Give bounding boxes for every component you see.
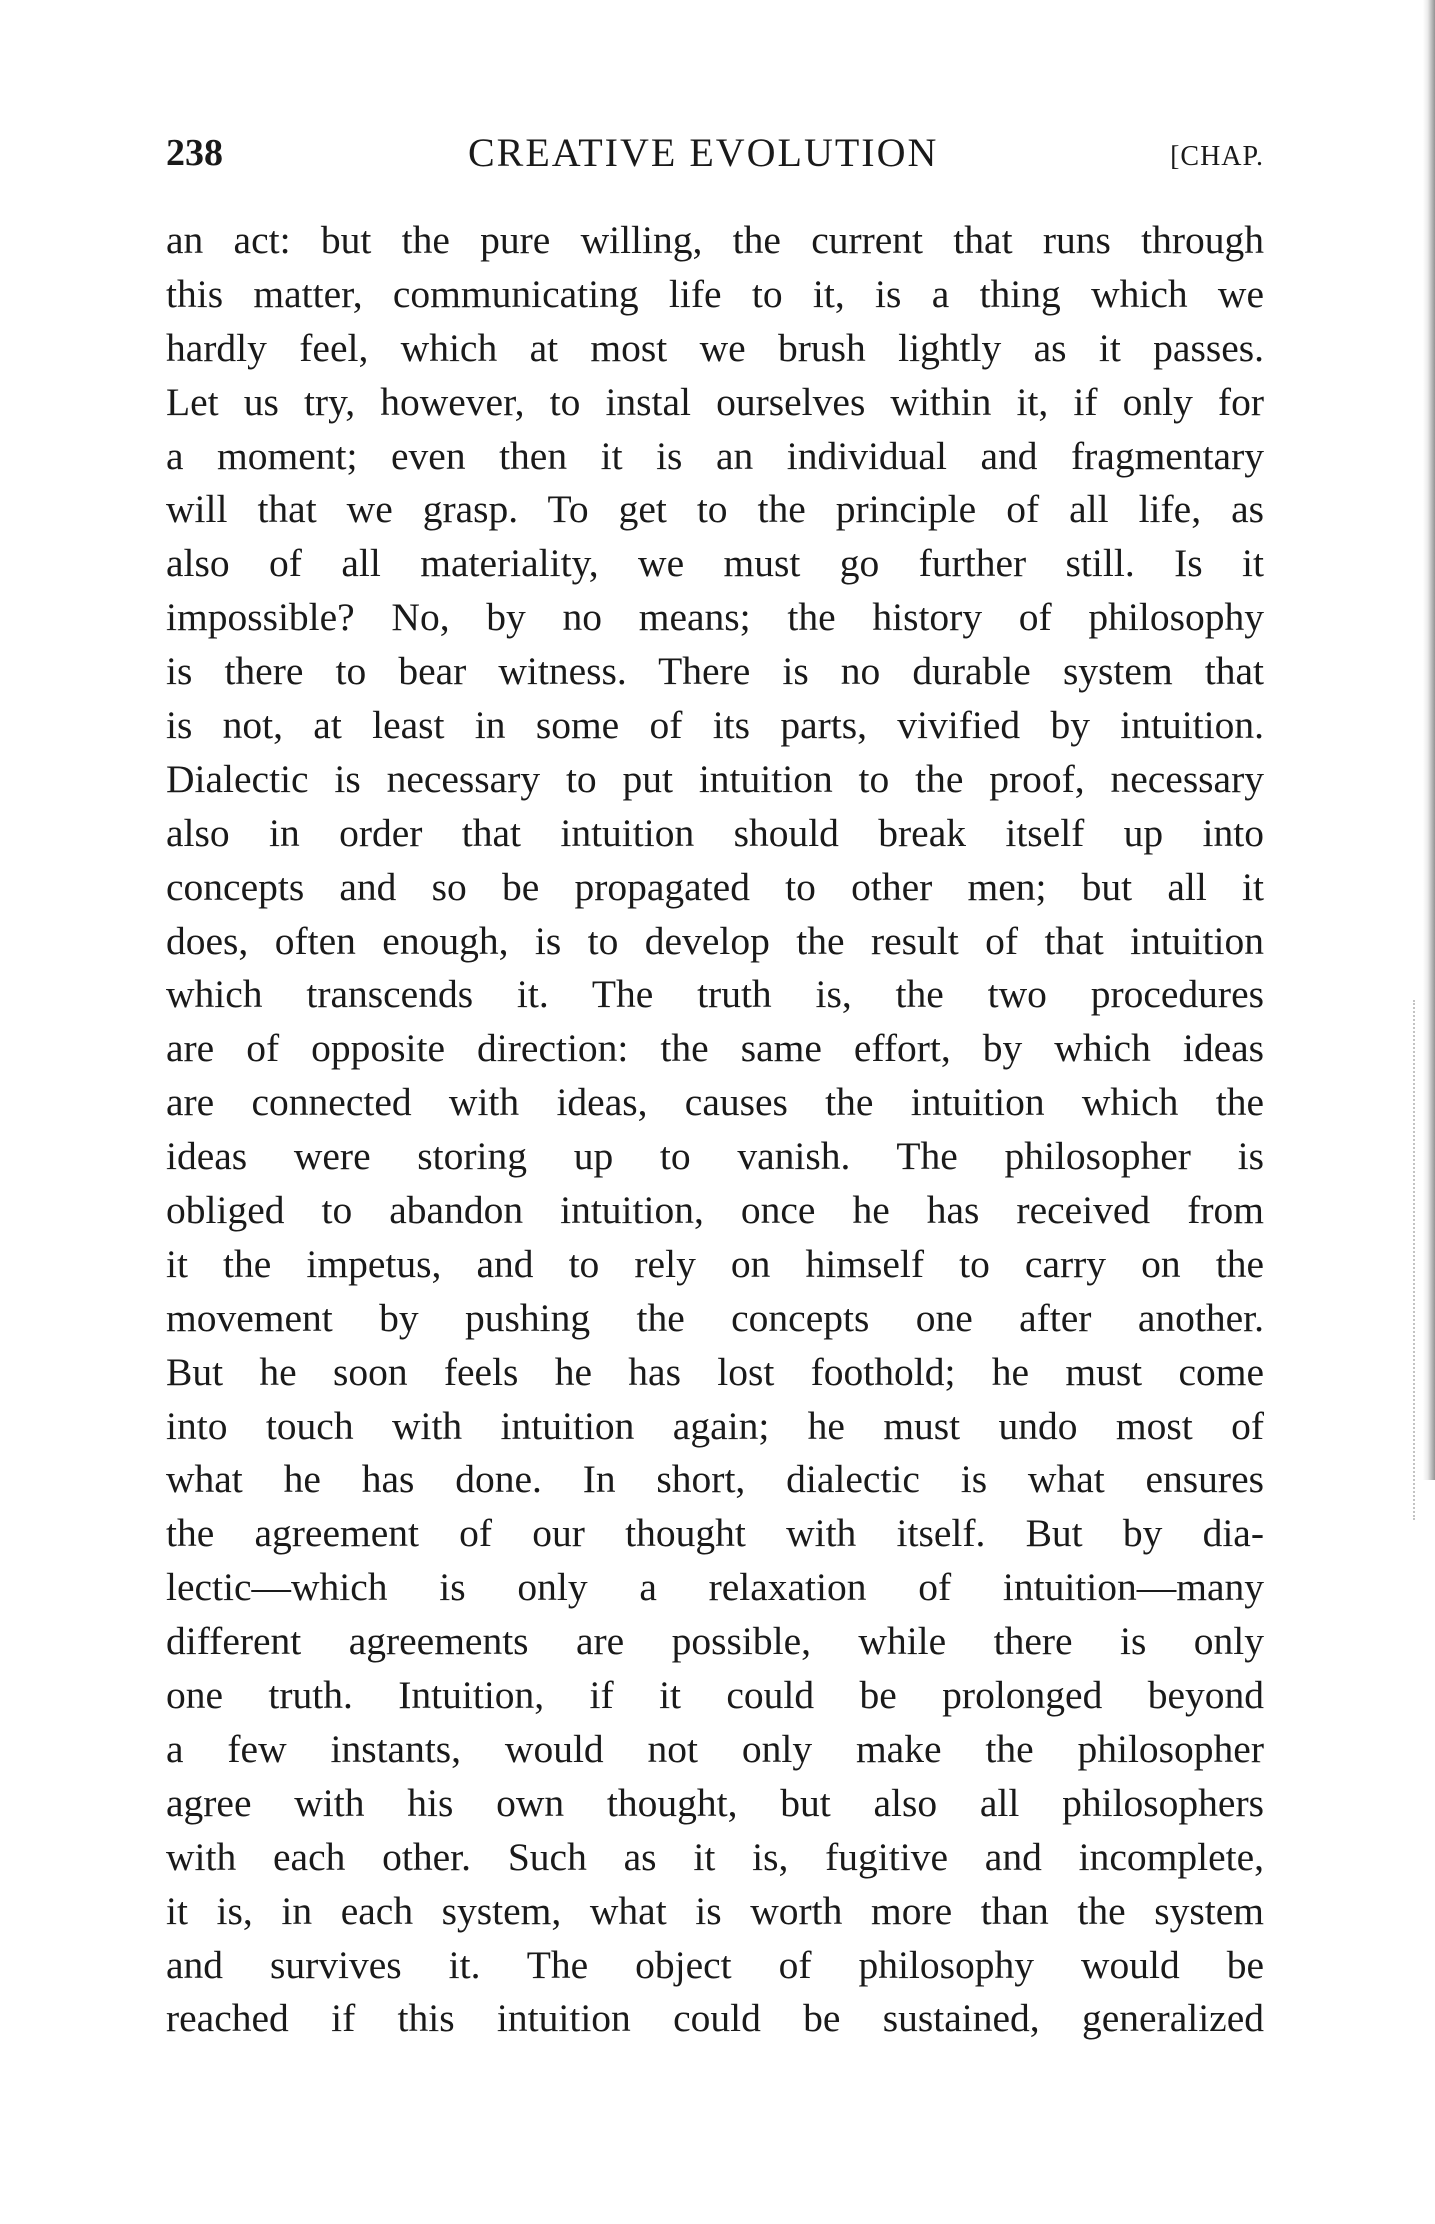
text-line: lectic—which is only a relaxation of intuition—many xyxy=(166,1565,1264,1610)
text-line: with each other. Such as it is, fugitive and incomplete, xyxy=(166,1834,1264,1879)
scan-edge-specks xyxy=(1413,1000,1421,1520)
text-line: is not, at least in some of its parts, vivified by intuition. xyxy=(166,703,1264,748)
scan-edge-shadow xyxy=(1423,0,1435,1480)
text-line: concepts and so be propagated to other men; but all it xyxy=(166,864,1264,909)
text-line: which transcends it. The truth is, the two procedures xyxy=(166,972,1264,1017)
text-line: is there to bear witness. There is no durable system that xyxy=(166,649,1264,694)
text-line: agree with his own thought, but also all philosophers xyxy=(166,1780,1264,1825)
text-line: into touch with intuition again; he must undo most of xyxy=(166,1403,1264,1448)
text-line: hardly feel, which at most we brush lightly as it passes. xyxy=(166,325,1264,370)
text-line: Dialectic is necessary to put intuition to the proof, necessary xyxy=(166,756,1264,801)
text-line: Let us try, however, to instal ourselves within it, if only for xyxy=(166,379,1264,424)
text-line: the agreement of our thought with itself. But by dia- xyxy=(166,1511,1264,1556)
text-line: does, often enough, is to develop the result of that intuition xyxy=(166,918,1264,963)
text-line: movement by pushing the concepts one after another. xyxy=(166,1295,1264,1340)
text-line: obliged to abandon intuition, once he has received from xyxy=(166,1188,1264,1233)
text-line: also in order that intuition should break itself up into xyxy=(166,810,1264,855)
text-line: it is, in each system, what is worth more than the system xyxy=(166,1888,1264,1933)
text-line: are connected with ideas, causes the intuition which the xyxy=(166,1080,1264,1125)
text-line: will that we grasp. To get to the principle of all life, as xyxy=(166,487,1264,532)
body-text xyxy=(166,214,1264,2046)
text-line: But he soon feels he has lost foothold; he must come xyxy=(166,1349,1264,1394)
running-header xyxy=(166,125,1264,181)
text-line: different agreements are possible, while there is only xyxy=(166,1619,1264,1664)
text-line: reached if this intuition could be sustained, generalized xyxy=(166,1996,1264,2041)
chapter-mark: [CHAP. xyxy=(1170,141,1264,172)
text-line: what he has done. In short, dialectic is what ensures xyxy=(166,1457,1264,1502)
page-number: 238 xyxy=(166,132,223,174)
text-line: impossible? No, by no means; the history of philosophy xyxy=(166,595,1264,640)
text-line: this matter, communicating life to it, is a thing which we xyxy=(166,271,1264,316)
text-line: and survives it. The object of philosophy would be xyxy=(166,1942,1264,1987)
text-line: a moment; even then it is an individual and fragmentary xyxy=(166,433,1264,478)
text-line: are of opposite direction: the same effort, by which ideas xyxy=(166,1026,1264,1071)
text-line: an act: but the pure willing, the current that runs through xyxy=(166,218,1264,262)
text-line: one truth. Intuition, if it could be prolonged beyond xyxy=(166,1673,1264,1718)
text-line: ideas were storing up to vanish. The philosopher is xyxy=(166,1134,1264,1179)
text-line: it the impetus, and to rely on himself to carry on the xyxy=(166,1241,1264,1286)
text-line: also of all materiality, we must go further still. Is it xyxy=(166,541,1264,586)
text-line: a few instants, would not only make the philosopher xyxy=(166,1726,1264,1771)
running-title: CREATIVE EVOLUTION xyxy=(468,130,939,175)
